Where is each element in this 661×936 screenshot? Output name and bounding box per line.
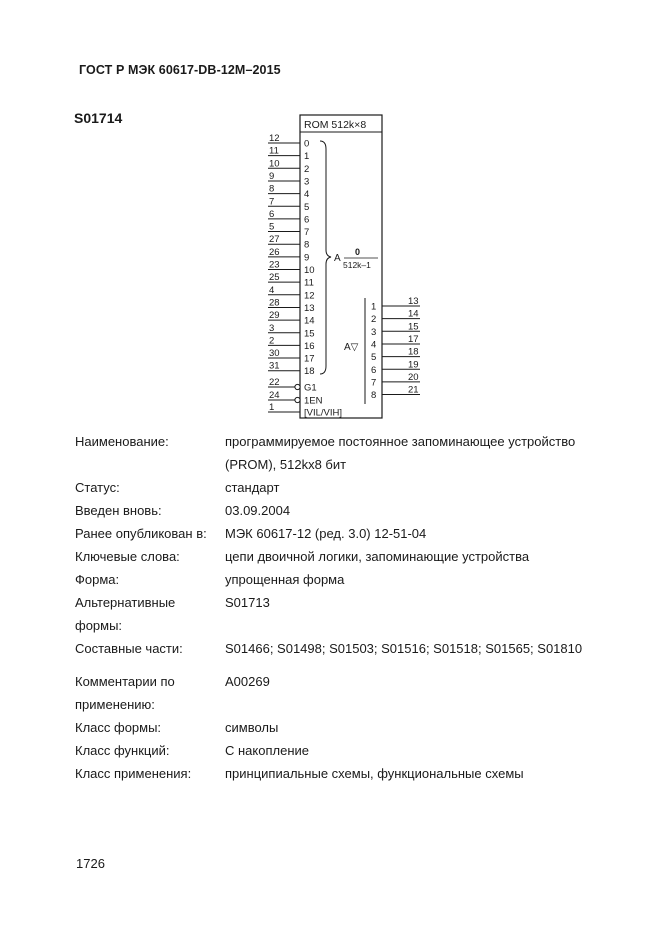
property-value-line: S01713 xyxy=(225,595,270,610)
property-value-line: С накопление xyxy=(225,743,309,758)
input-pins xyxy=(268,133,315,377)
property-label xyxy=(75,716,225,739)
input-pin-number: 11 xyxy=(269,145,279,157)
property-label xyxy=(75,591,225,637)
input-pin-label: 3 xyxy=(304,176,310,188)
input-pin-number: 7 xyxy=(269,196,275,208)
property-row xyxy=(75,637,635,660)
output-pin-number: 20 xyxy=(408,371,419,383)
input-pin-label: 10 xyxy=(304,265,315,276)
rom-title: ROM 512k×8 xyxy=(304,119,367,131)
input-pin-number: 29 xyxy=(269,310,280,322)
input-pin-label: 1 xyxy=(304,151,310,163)
input-pin-number: 12 xyxy=(269,133,280,144)
output-label: A▽ xyxy=(344,342,359,353)
property-label xyxy=(75,637,225,660)
property-row xyxy=(75,430,635,476)
property-label-line: Альтернативные xyxy=(75,595,176,610)
input-pin-number: 3 xyxy=(269,322,275,334)
property-label-line: Класс формы: xyxy=(75,720,162,735)
input-pin-number: 27 xyxy=(269,234,280,246)
input-pin-label: 17 xyxy=(304,353,315,365)
property-row xyxy=(75,545,635,568)
property-value xyxy=(225,762,635,785)
address-label: A xyxy=(334,253,341,264)
address-brace xyxy=(320,141,331,374)
property-label-line: формы: xyxy=(75,618,123,633)
output-pin-label: 5 xyxy=(371,352,377,364)
output-pin-number: 19 xyxy=(408,359,419,371)
output-pin-label: 3 xyxy=(371,326,377,338)
property-row xyxy=(75,739,635,762)
property-label xyxy=(75,670,225,716)
property-value xyxy=(225,522,635,545)
property-row xyxy=(75,499,635,522)
input-pin-number: 23 xyxy=(269,259,280,271)
property-label xyxy=(75,568,225,591)
output-pin-label: 4 xyxy=(371,339,377,351)
input-pin-label: 18 xyxy=(304,366,315,378)
properties-table xyxy=(75,430,635,785)
input-pin-number: 10 xyxy=(269,158,280,170)
property-value-line: символы xyxy=(225,720,279,735)
input-pin-number: 6 xyxy=(269,208,275,220)
output-pins xyxy=(371,296,420,401)
property-label-line: Статус: xyxy=(75,480,120,495)
property-value xyxy=(225,637,635,660)
property-value-line: A00269 xyxy=(225,674,270,689)
property-value-line: упрощенная форма xyxy=(225,572,345,587)
property-label-line: Ключевые слова: xyxy=(75,549,180,564)
output-pin-number: 21 xyxy=(408,384,419,396)
input-pin-label: 11 xyxy=(304,277,314,289)
property-value xyxy=(225,499,635,522)
output-pin-label: 8 xyxy=(371,390,377,402)
output-pin-label: 1 xyxy=(371,301,377,313)
property-value xyxy=(225,476,635,499)
property-value xyxy=(225,591,635,637)
input-pin-label: 15 xyxy=(304,328,315,340)
negation-circle xyxy=(295,397,300,402)
page-number: 1726 xyxy=(76,856,105,871)
property-label xyxy=(75,762,225,785)
property-value-line: принципиальные схемы, функциональные схемы xyxy=(225,766,524,781)
property-value-line: (PROM), 512kx8 бит xyxy=(225,457,347,472)
input-pin-number: 5 xyxy=(269,221,275,233)
control-pin-label: 1EN xyxy=(304,395,323,407)
input-pin-label: 13 xyxy=(304,302,315,314)
property-value xyxy=(225,716,635,739)
property-label-line: Введен вновь: xyxy=(75,503,162,518)
property-value xyxy=(225,739,635,762)
property-value xyxy=(225,430,635,476)
symbol-id: S01714 xyxy=(74,110,123,126)
input-pin-number: 31 xyxy=(269,360,280,372)
property-value-line: цепи двоичной логики, запоминающие устройства xyxy=(225,549,530,564)
standard-header: ГОСТ Р МЭК 60617-DB-12M–2015 xyxy=(79,63,281,77)
output-pin-number: 18 xyxy=(408,346,419,358)
property-label-line: Комментарии по xyxy=(75,674,175,689)
input-pin-number: 8 xyxy=(269,183,275,195)
property-value-line: S01466; S01498; S01503; S01516; S01518; S01565; S01810 xyxy=(225,641,583,656)
property-row xyxy=(75,670,635,716)
property-label-line: Класс применения: xyxy=(75,766,192,781)
output-pin-label: 7 xyxy=(371,377,377,389)
input-pin-number: 9 xyxy=(269,170,275,182)
control-pin-number: 22 xyxy=(269,377,280,388)
property-row xyxy=(75,762,635,785)
property-label-line: Класс функций: xyxy=(75,743,170,758)
property-value-line: 03.09.2004 xyxy=(225,503,291,518)
address-fraction-denominator: 512k–1 xyxy=(343,260,371,270)
input-pin-label: 16 xyxy=(304,340,315,352)
input-pin-label: 5 xyxy=(304,201,310,213)
input-pin-label: 7 xyxy=(304,227,310,239)
property-label xyxy=(75,545,225,568)
property-row xyxy=(75,591,635,637)
property-value-line: МЭК 60617-12 (ред. 3.0) 12-51-04 xyxy=(225,526,427,541)
property-label xyxy=(75,499,225,522)
input-pin-number: 2 xyxy=(269,335,275,347)
control-pin-label: G1 xyxy=(304,382,317,394)
input-pin-number: 4 xyxy=(269,284,275,296)
property-row xyxy=(75,476,635,499)
input-pin-label: 0 xyxy=(304,138,310,150)
control-pins xyxy=(268,377,342,419)
control-pin-number: 1 xyxy=(269,402,275,413)
property-label-line: применению: xyxy=(75,697,155,712)
negation-circle xyxy=(295,384,300,389)
input-pin-label: 8 xyxy=(304,239,310,251)
property-value xyxy=(225,670,635,716)
input-pin-label: 12 xyxy=(304,290,315,302)
control-pin-number: 24 xyxy=(269,390,280,401)
property-row xyxy=(75,568,635,591)
property-label-line: Форма: xyxy=(75,572,120,587)
output-pin-number: 13 xyxy=(408,296,419,307)
rom-logic-symbol xyxy=(0,0,661,440)
property-label-line: Наименование: xyxy=(75,434,169,449)
property-label-line: Составные части: xyxy=(75,641,183,656)
input-pin-number: 30 xyxy=(269,348,280,360)
property-row xyxy=(75,716,635,739)
property-value xyxy=(225,568,635,591)
output-pin-label: 6 xyxy=(371,364,377,376)
input-pin-number: 26 xyxy=(269,246,280,258)
input-pin-label: 6 xyxy=(304,214,310,226)
property-label xyxy=(75,430,225,476)
control-pin-label: [VIL/VIH] xyxy=(304,407,343,419)
input-pin-number: 28 xyxy=(269,297,280,309)
input-pin-label: 2 xyxy=(304,163,310,175)
output-pin-number: 14 xyxy=(408,308,419,320)
property-label xyxy=(75,522,225,545)
property-row xyxy=(75,522,635,545)
property-label xyxy=(75,476,225,499)
input-pin-label: 9 xyxy=(304,252,310,264)
input-pin-label: 14 xyxy=(304,315,315,327)
property-value xyxy=(225,545,635,568)
input-pin-label: 4 xyxy=(304,189,310,201)
property-value-line: программируемое постоянное запоминающее устройство xyxy=(225,434,576,449)
property-label-line: Ранее опубликован в: xyxy=(75,526,207,541)
property-value-line: стандарт xyxy=(225,480,280,495)
input-pin-number: 25 xyxy=(269,272,280,284)
address-fraction-numerator: 0 xyxy=(355,247,361,257)
output-pin-number: 15 xyxy=(408,321,419,333)
property-label xyxy=(75,739,225,762)
output-pin-number: 17 xyxy=(408,333,419,345)
output-pin-label: 2 xyxy=(371,314,377,326)
